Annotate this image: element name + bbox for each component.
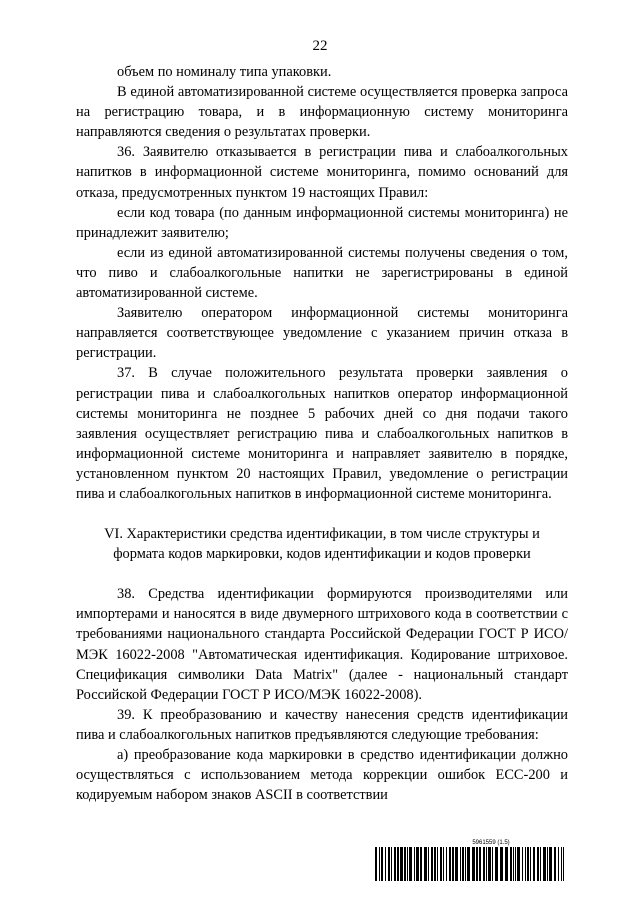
paragraph: 38. Средства идентификации формируются производителями или импортерами и наносятся в виде двумерного штрихового кода в соответствии с требованиями национального стандарта Российской Федерации ГОСТ Р ИСО/МЭК 16022-2008 "Автоматическая идентификация. Кодирование штриховое. Спецификация символики Data Matrix" (далее - национальный стандарт Российской Федерации ГОСТ Р ИСО/МЭК 16022-2008).	[76, 586, 568, 703]
barcode-image	[375, 847, 567, 881]
document-body	[76, 62, 568, 805]
paragraphs-before	[76, 62, 568, 504]
page-number: 22	[312, 38, 328, 54]
paragraph: а) преобразование кода маркировки в средство идентификации должно осуществляться с использованием метода коррекции ошибок ЕСС-200 и кодируемым набором знаков ASCII в соответствии	[76, 747, 568, 804]
section-heading: VI. Характеристики средства идентификации, в том числе структуры и формата кодов маркировки, кодов идентификации и кодов проверки	[104, 526, 540, 563]
paragraph: если код товара (по данным информационной системы мониторинга) не принадлежит заявителю;	[76, 204, 568, 241]
paragraph: В единой автоматизированной системе осуществляется проверка запроса на регистрацию товара, и в информационную систему мониторинга направляются сведения о результатах проверки.	[76, 84, 568, 141]
paragraph: если из единой автоматизированной системы получены сведения о том, что пиво и слабоалкогольные напитки не зарегистрированы в единой автоматизированной системе.	[76, 244, 568, 302]
barcode-block	[375, 840, 567, 881]
paragraphs-after	[76, 584, 568, 805]
paragraph: 36. Заявителю отказывается в регистрации пива и слабоалкогольных напитков в информационной системе мониторинга, помимо оснований для отказа, предусмотренных пунктом 19 настоящих Правил:	[76, 144, 568, 201]
paragraph: 37. В случае положительного результата проверки заявления о регистрации пива и слабоалкогольных напитков оператор информационной системы мониторинга не позднее 5 рабочих дней со дня подачи такого заявления осуществляет регистрацию пива и слабоалкогольных напитков в информационной системе мониторинга и направляет заявителю в порядке, установленном пунктом 20 настоящих Правил, уведомление о регистрации пива и слабоалкогольных напитков в информационной системе мониторинга.	[76, 365, 568, 502]
paragraph: Заявителю оператором информационной системы мониторинга направляется соответствующее уведомление с указанием причин отказа в регистрации.	[76, 305, 568, 362]
paragraph: объем по номиналу типа упаковки.	[117, 64, 332, 80]
paragraph: 39. К преобразованию и качеству нанесения средств идентификации пива и слабоалкогольных напитков предъявляются следующие требования:	[76, 706, 568, 743]
barcode-caption: 5961559 (1.5)	[472, 840, 510, 846]
